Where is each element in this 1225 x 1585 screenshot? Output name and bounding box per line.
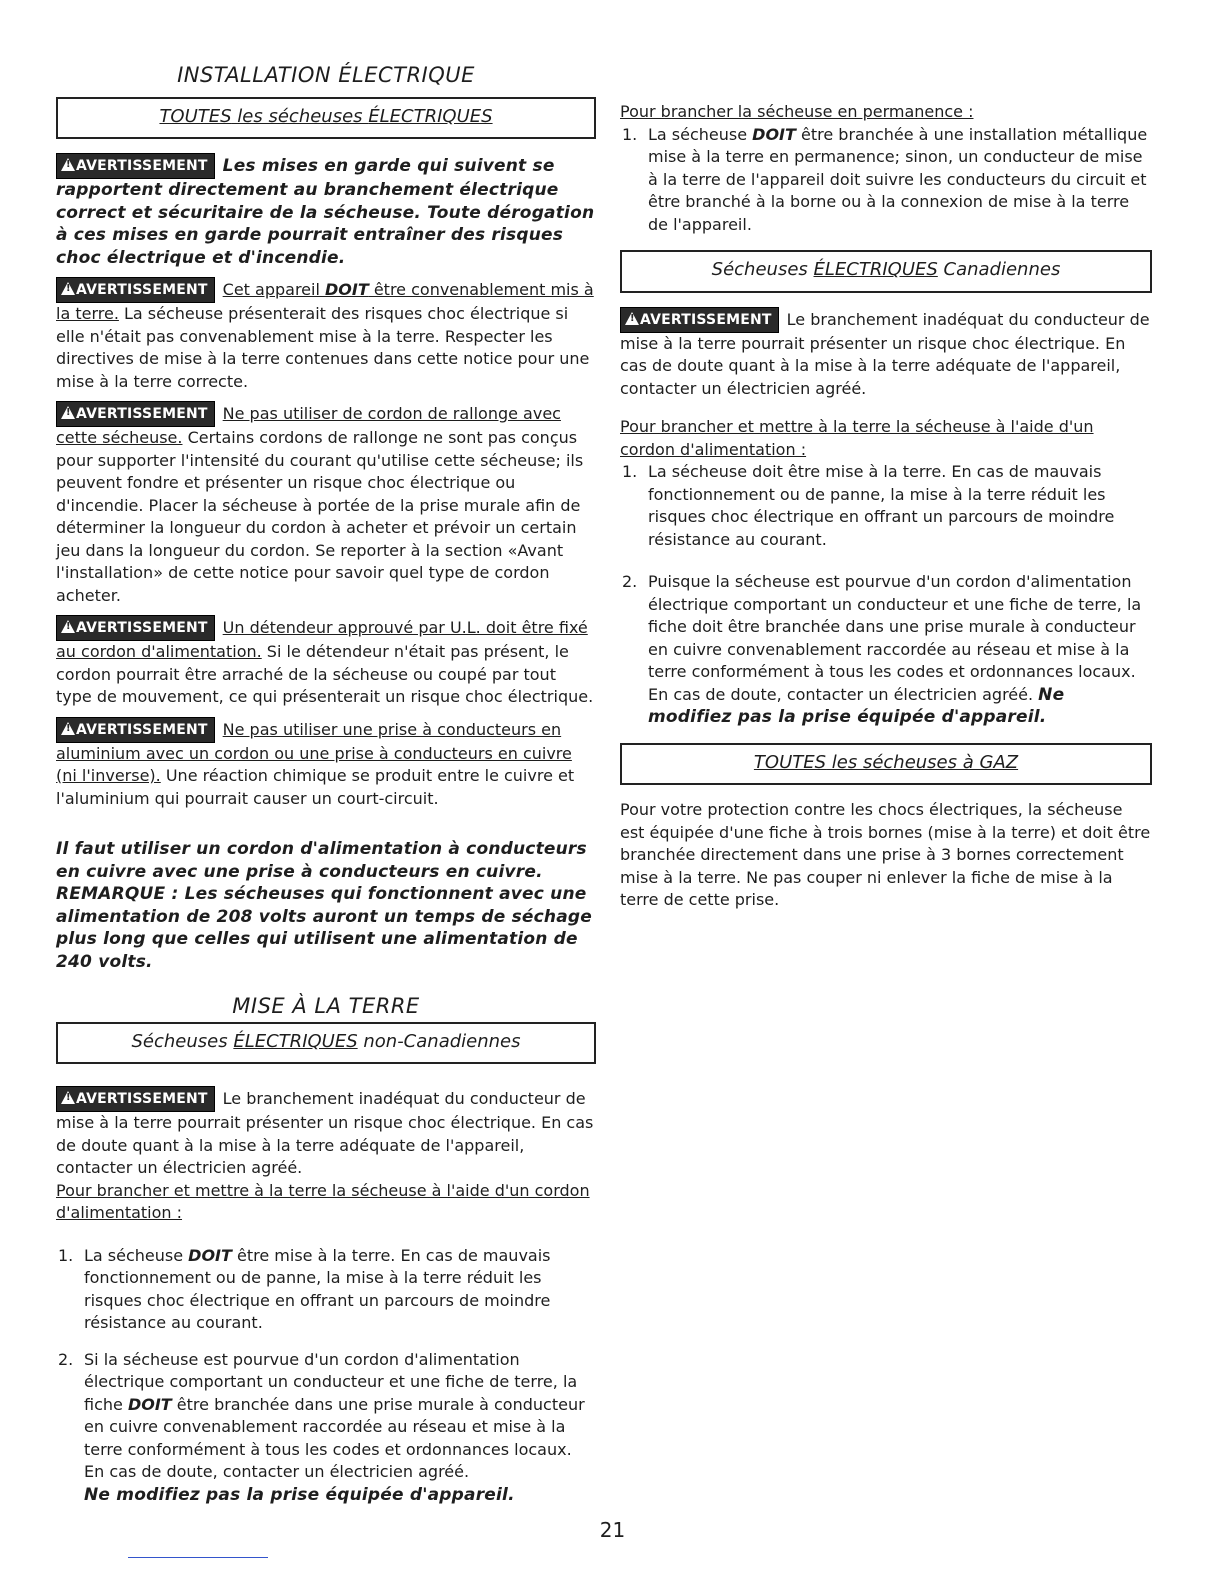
list-item [620, 571, 1152, 729]
permanent-steps-list [620, 124, 1152, 237]
warning-triangle-icon [61, 1091, 75, 1104]
warning-text: Certains cordons de rallonge ne sont pas conçus pour supporter l'intensité du courant qu'utilise cette sécheuse; ils peuvent fondre et présenter un risque choc électrique ou d'incendie. Placer la sécheuse à portée de la prise murale afin de déterminer la longueur du cordon à acheter et prévoir un certain jeu dans la longueur du cordon. Se reporter à la section «Avant l'installation» de cette notice pour savoir quel type de cordon acheter. [56, 428, 584, 605]
warning-text: Le branchement inadéquat du conducteur de mise à la terre pourrait présenter un risque choc électrique. En cas de doute quant à la mise à la terre adéquate de l'appareil, contacter un électricien agréé. [56, 1089, 594, 1177]
warning-text-underlined: être convenablement mis à la terre. [56, 280, 594, 323]
box-heading-part: les sécheuses à [826, 751, 980, 773]
left-column [56, 64, 596, 1520]
warning-badge [56, 153, 215, 179]
box-heading-part: non-Canadiennes [357, 1030, 521, 1052]
warning-text: Le branchement inadéquat du conducteur de mise à la terre pourrait présenter un risque choc électrique. En cas de doute quant à la mise à la terre adéquate de l'appareil, contacter un électricien agréé. [620, 309, 1150, 398]
box-heading-all-electric [56, 97, 596, 140]
warning-text: Une réaction chimique se produit entre le cuivre et l'aluminium qui pourrait causer un court-circuit. [56, 766, 575, 808]
warning-triangle-icon [61, 282, 75, 295]
warning-strain-relief [56, 615, 596, 709]
box-heading-part: ÉLECTRIQUES [368, 105, 493, 127]
box-heading-part: les sécheuses [231, 105, 369, 127]
step-emphasis: DOIT [188, 1245, 232, 1265]
warning-badge-label: AVERTISSEMENT [76, 620, 208, 636]
warning-badge [56, 717, 215, 743]
box-heading-canadian [620, 250, 1152, 293]
step-number: 1. [622, 124, 638, 144]
cord-steps-list [56, 1245, 596, 1507]
step-emphasis: DOIT [752, 124, 796, 144]
cord-heading: Pour brancher et mettre à la terre la sécheuse à l'aide d'un cordon d'alimentation : [56, 1180, 590, 1222]
warning-text-emphasis: DOIT [325, 280, 369, 299]
cord-steps-list [620, 461, 1152, 729]
list-item [56, 1245, 596, 1335]
warning-badge-label: AVERTISSEMENT [76, 158, 208, 174]
cord-heading: Pour brancher et mettre à la terre la sécheuse à l'aide d'un cordon d'alimentation : [620, 417, 1094, 459]
box-heading-part: Sécheuses [711, 259, 814, 280]
box-heading-non-canadian [56, 1022, 596, 1065]
step-text: être mise à la terre. En cas de mauvais fonctionnement ou de panne, la mise à la terre réduit les risques choc électrique en offrant un parcours de moindre résistance au courant. [84, 1245, 551, 1332]
warning-badge-label: AVERTISSEMENT [640, 311, 772, 328]
box-heading-part: TOUTES [159, 105, 232, 127]
warning-badge [56, 1086, 215, 1112]
warning-badge-label: AVERTISSEMENT [76, 721, 208, 738]
box-heading-part: ÉLECTRIQUES [813, 259, 938, 280]
section-title-grounding: MISE À LA TERRE [232, 994, 420, 1018]
warning-triangle-icon [61, 406, 75, 419]
warning-text-underlined: Ne pas utiliser une prise à conducteurs en aluminium avec un cordon ou une prise à conducteurs en cuivre (ni l'inverse). [56, 719, 572, 785]
list-item [620, 461, 1152, 551]
warning-triangle-icon [61, 620, 75, 633]
step-number: 2. [622, 572, 638, 591]
step-number: 1. [58, 1245, 74, 1265]
warning-triangle-icon [61, 158, 75, 171]
step-text: être branchée à une installation métallique mise à la terre en permanence; sinon, un conducteur de mise à la terre de l'appareil doit suivre les conducteurs du circuit et être branché à la borne ou à la connexion de mise à la terre de l'appareil. [648, 124, 1148, 234]
step-bold-note: Ne modifiez pas la prise équipée d'appareil. [648, 684, 1065, 727]
warning-text-underlined: Ne pas utiliser de cordon de rallonge avec cette sécheuse. [56, 404, 561, 447]
box-heading-part: Canadiennes [937, 259, 1061, 280]
box-heading-part: ÉLECTRIQUES [233, 1030, 358, 1052]
step-text: La sécheuse [84, 1245, 189, 1265]
footer-divider [128, 1557, 268, 1558]
copper-cord-note: Il faut utiliser un cordon d'alimentation à conducteurs en cuivre avec une prise à conducteurs en cuivre. [56, 839, 587, 882]
right-column [620, 101, 1152, 912]
step-text: être branchée dans une prise murale à conducteur en cuivre convenablement raccordée au réseau et mise à la terre conformément à tous les codes et ordonnances locaux. En cas de doute, contacter un électricien agréé. [84, 1394, 585, 1481]
step-bold-note: Ne modifiez pas la prise équipée d'appareil. [84, 1484, 515, 1505]
gas-dryer-text: Pour votre protection contre les chocs électriques, la sécheuse est équipée d'une fiche à trois bornes (mise à la terre) et doit être branchée directement dans une prise à 3 bornes correctement mise à la terre. Ne pas couper ni enlever la fiche de mise à la terre de cette prise. [620, 800, 1151, 909]
voltage-remark: REMARQUE : Les sécheuses qui fonctionnent avec une alimentation de 208 volts auront un temps de séchage plus long que celles qui utilisent une alimentation de 240 volts. [56, 884, 592, 972]
warning-grounding-conductor [56, 1086, 596, 1180]
warning-badge [56, 277, 215, 303]
warning-extension-cord [56, 401, 596, 607]
warning-triangle-icon [61, 722, 75, 735]
warning-canadian-grounding [620, 307, 1152, 401]
step-emphasis: DOIT [127, 1394, 172, 1414]
step-text: Si la sécheuse est pourvue d'un cordon d'alimentation électrique comportant un conducteur et une fiche de terre, la fiche [84, 1349, 578, 1414]
warning-aluminium [56, 717, 596, 811]
box-heading-part: Sécheuses [131, 1030, 234, 1052]
box-heading-part: GAZ [979, 751, 1019, 773]
section-title-installation: INSTALLATION ÉLECTRIQUE [177, 63, 475, 87]
step-text: Puisque la sécheuse est pourvue d'un cordon d'alimentation électrique comportant un conducteur et une fiche de terre, la fiche doit être branchée dans une prise murale à conducteur en cuivre convenablement raccordée au réseau et mise à la terre conformément à tous les codes et ordonnances locaux. En cas de doute, contacter un électricien agréé. [648, 572, 1142, 704]
warning-badge [620, 307, 779, 333]
warning-general-text: Les mises en garde qui suivent se rapportent directement au branchement électrique correct et sécuritaire de la sécheuse. Toute dérogation à ces mises en garde pourrait entraîner des risques choc électrique et d'incendie. [56, 156, 595, 268]
step-number: 1. [622, 462, 638, 481]
warning-text: Si le détendeur n'était pas présent, le cordon pourrait être arraché de la sécheuse ou coupé par tout type de mouvement, ce qui présenterait un risque choc électrique. [56, 642, 594, 706]
warning-grounding [56, 277, 596, 393]
warning-badge-label: AVERTISSEMENT [76, 1091, 208, 1107]
warning-text-underlined: Un détendeur approuvé par U.L. doit être fixé au cordon d'alimentation. [56, 618, 588, 661]
warning-text-underlined: Cet appareil [222, 280, 325, 299]
permanent-heading: Pour brancher la sécheuse en permanence : [620, 102, 974, 121]
step-text: La sécheuse [648, 124, 753, 144]
warning-badge [56, 401, 215, 427]
warning-text: La sécheuse présenterait des risques choc électrique si elle n'était pas convenablement mise à la terre. Respecter les directives de mise à la terre contenues dans cette notice pour une mise à la terre correcte. [56, 304, 590, 391]
warning-badge-label: AVERTISSEMENT [76, 282, 208, 298]
step-text: La sécheuse doit être mise à la terre. En cas de mauvais fonctionnement ou de panne, la mise à la terre réduit les risques choc électrique en offrant un parcours de moindre résistance au courant. [648, 462, 1115, 549]
step-number: 2. [58, 1349, 74, 1369]
box-heading-all-gas [620, 743, 1152, 786]
warning-general [56, 153, 596, 269]
warning-triangle-icon [625, 312, 639, 325]
warning-badge [56, 615, 215, 641]
list-item [56, 1349, 596, 1507]
box-heading-part: TOUTES [753, 751, 827, 773]
list-item [620, 124, 1152, 237]
page-number: 21 [599, 1518, 626, 1542]
warning-badge-label: AVERTISSEMENT [76, 406, 208, 422]
